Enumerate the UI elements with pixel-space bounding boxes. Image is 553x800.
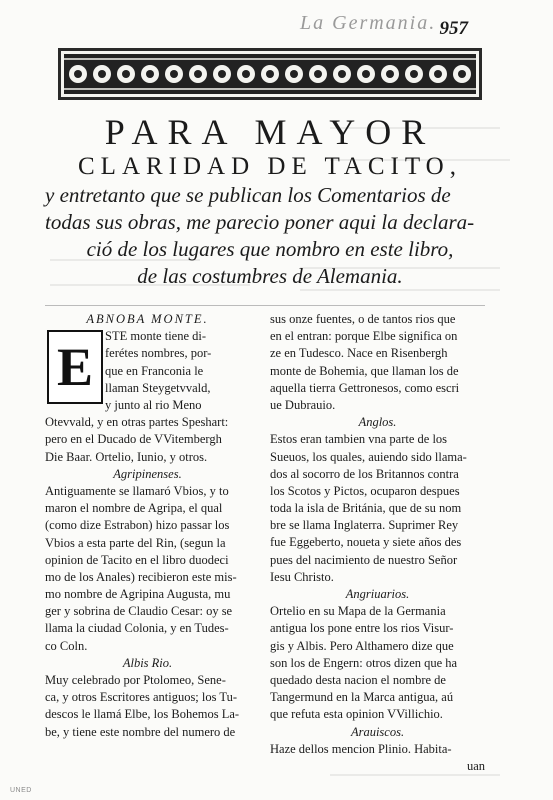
text-line: ferétes nombres, por-	[105, 346, 212, 361]
text-line: que en Franconia le	[105, 363, 204, 378]
text-line: be, y tiene este nombre del numero de	[45, 724, 236, 739]
entry-heading-albis: Albis Rio.	[122, 655, 173, 670]
text-line: sus onze fuentes, o de tantos rios que	[270, 312, 456, 326]
text-line: ca, y otros Escritores antiguos; los Tu-	[45, 690, 238, 705]
title-line-4: todas sus obras, me parecio poner aqui la declara-	[45, 210, 475, 234]
text-line: descos le llamá Elbe, los Bohemos La-	[45, 707, 240, 722]
title-line-1: PARA MAYOR	[104, 112, 436, 152]
text-line: opinion de Tacito en el libro duodeci	[45, 552, 229, 567]
text-line: Otevvald, y en otras partes Speshart:	[45, 415, 229, 430]
text-line: que refuta esta opinion VVillichio.	[270, 707, 443, 722]
title-line-2: CLARIDAD DE TACITO,	[78, 153, 462, 180]
text-line: ger y sobrina de Claudio Cesar: oy se	[45, 604, 233, 619]
text-line: Sueuos, los quales, auiendo sido llama-	[270, 449, 467, 464]
entry-heading-arauiscos: Arauiscos.	[350, 724, 405, 739]
entry-heading-anglos: Anglos.	[358, 415, 397, 430]
text-line: gis y Albis. Pero Althamero dize que	[270, 638, 454, 653]
dropcap-lines	[105, 328, 255, 414]
text-line: Vbios a esta parte del Rin, (segun la	[45, 535, 226, 550]
catchword: uan	[466, 758, 485, 773]
text-line: Iesu Christo.	[270, 569, 334, 584]
text-line: aquella tierra Gettronesos, como escri	[270, 380, 460, 395]
text-line: Tangermund en la Marca antigua, aú	[270, 690, 454, 705]
text-line: llama la ciudad Colonia, y en Tudes-	[45, 621, 229, 636]
text-line: Haze dellos mencion Plinio. Habita-	[270, 741, 452, 756]
text-line: quedado desta nacion el nombre de	[270, 672, 446, 687]
text-line: pues del nacimiento de nuestro Señor	[270, 552, 458, 567]
running-title: La Germania.	[300, 12, 437, 34]
entry-heading-angriuarios: Angriuarios.	[345, 587, 410, 601]
text-line: pero en el Ducado de VVitembergh	[45, 432, 222, 447]
text-line: Muy celebrado por Ptolomeo, Sene-	[45, 673, 226, 687]
text-line: maron el nombre de Agripa, el qual	[45, 501, 223, 516]
title-line-3: y entretanto que se publican los Comentarios de	[45, 183, 451, 207]
text-line: fue Eggeberto, noueta y siete años des	[270, 535, 462, 550]
text-line: bre se llama Inglaterra. Suprimer Rey	[270, 518, 459, 533]
running-head	[0, 4, 553, 40]
title-block	[45, 112, 495, 290]
dropcap-letter: E	[56, 337, 94, 398]
text-line: STE monte tiene di-	[105, 329, 207, 344]
text-line: (como dize Estrabon) hizo passar los	[45, 518, 230, 533]
text-line: co Coln.	[45, 638, 88, 653]
page-number: 957	[439, 18, 468, 39]
text-line: y junto al rio Meno	[105, 397, 202, 412]
text-line: mo nombre de Agripina Augusta, mu	[45, 587, 231, 602]
title-rule	[45, 305, 485, 306]
text-line: monte de Bohemia, que llaman los de	[270, 363, 459, 378]
text-line: en el entran: porque Elbe significa on	[270, 329, 458, 344]
text-line: ze en Tudesco. Nace en Risenbergh	[270, 346, 448, 361]
left-column	[45, 311, 250, 741]
text-line: Antiguamente se llamaró Vbios, y to	[45, 483, 229, 498]
text-line: toda la isla de Británia, que de su nom	[270, 501, 462, 516]
title-line-6: de las costumbres de Alemania.	[137, 264, 403, 288]
text-line: los Scotos y Pictos, ocuparon despues	[270, 483, 460, 498]
text-line: dos al socorro de los Britannos contra	[270, 466, 459, 481]
text-line: son los de Engern: otros dizen que ha	[270, 655, 458, 670]
dropcap-paragraph	[45, 328, 250, 414]
decorative-headpiece	[58, 48, 482, 100]
entry-heading-agripinenses: Agripinenses.	[113, 466, 182, 481]
text-line: Ortelio en su Mapa de la Germania	[270, 604, 446, 619]
text-line: mo de los Anales) recibieron este mis-	[45, 569, 237, 584]
text-line: Die Baar. Ortelio, Iunio, y otros.	[45, 449, 208, 464]
title-line-5: ció de los lugares que nombro en este libro,	[86, 237, 454, 261]
entry-heading-abnoba: ABNOBA MONTE.	[86, 312, 209, 326]
text-line: llaman Steygetvvald,	[105, 380, 211, 395]
text-line: ue Dubrauio.	[270, 397, 336, 412]
dropcap-box	[47, 330, 103, 404]
watermark: UNED	[10, 787, 32, 794]
right-column	[270, 311, 485, 775]
text-line: antigua los pone entre los rios Visur-	[270, 621, 454, 636]
text-line: Estos eran tambien vna parte de los	[270, 432, 448, 447]
